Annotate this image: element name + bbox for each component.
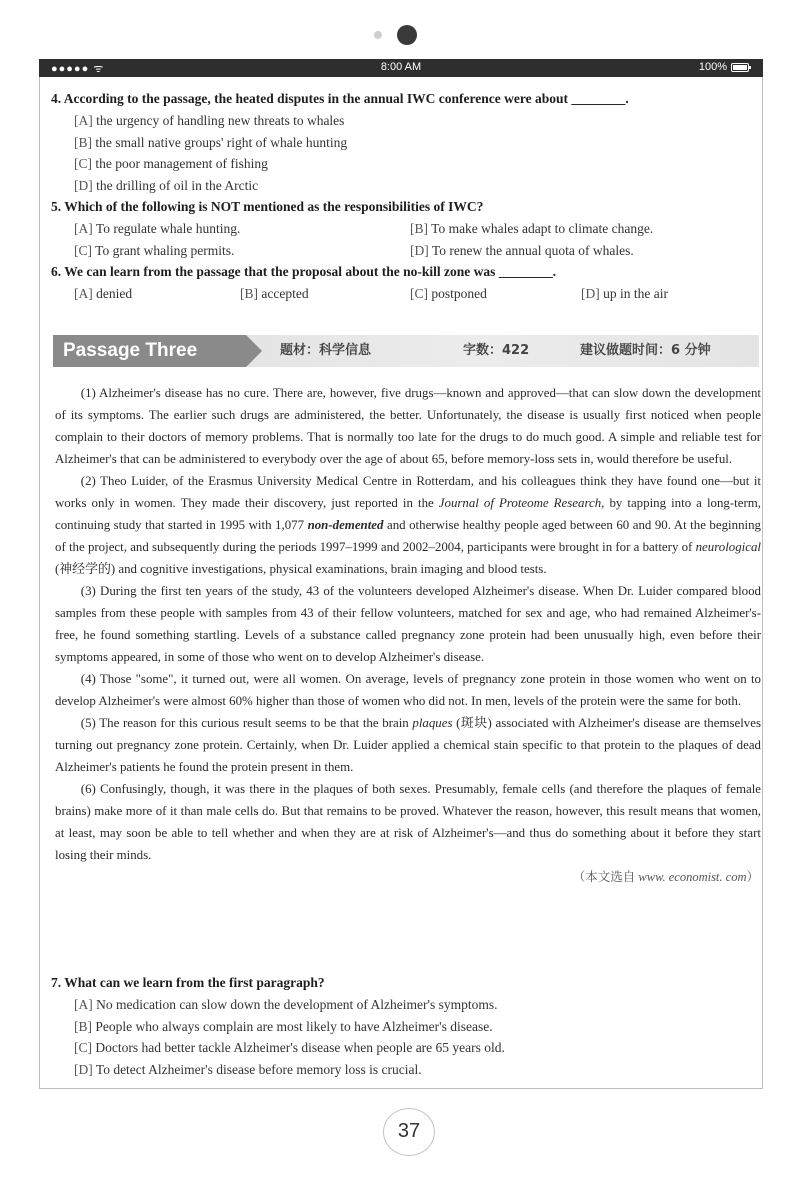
journal-name: Journal of Proteome Research (438, 496, 602, 510)
paragraph-5: (5) The reason for this curious result seems to be that the brain plaques (斑块) associated with Alzheimer's disease are themselves turning out pregnancy zone protein. Certainly, when Dr. Luider applied a chemical stain specific to that protein to the plaques of dead Alzheimer's patients he found the protein present in them. (55, 716, 761, 774)
battery-percent: 100% (698, 61, 727, 73)
paragraph-4: (4) Those "some", it turned out, were all women. On average, levels of pregnancy zone protein in those women who went on to develop Alzheimer's were almost 60% higher than those of women who did not. In men, levels of the protein were the same for both. (55, 672, 761, 708)
q6-option-a[interactable]: [A] denied (74, 286, 133, 301)
q4-option-d[interactable]: [D] the drilling of oil in the Arctic (74, 177, 259, 193)
question-6: 6. We can learn from the passage that the proposal about the no-kill zone was ________. (51, 264, 557, 279)
passage-topic: 题材：科学信息 (280, 343, 372, 358)
q6-option-b[interactable]: [B] accepted (240, 286, 309, 301)
q5-option-d[interactable]: [D] To renew the annual quota of whales. (410, 242, 634, 258)
paragraph-3: (3) During the first ten years of the study, 43 of the volunteers developed Alzheimer's disease. When Dr. Luider compared blood samples from these people with samples from 43 of their fellow volunteers, matched for sex and age, who had remained Alzheimer's-free, he found something startling. Levels of a substance called pregnancy zone protein had been unusually high, even before their symptoms appeared, in some of those who went on to develop Alzheimer's disease. (55, 584, 761, 664)
question-7: 7. What can we learn from the first paragraph? (51, 975, 325, 990)
q4-option-c[interactable]: [C] the poor management of fishing (74, 156, 268, 171)
q4-option-b[interactable]: [B] the small native groups' right of whale hunting (74, 134, 348, 150)
q7-option-c[interactable]: [C] Doctors had better tackle Alzheimer's disease when people are 65 years old. (74, 1040, 505, 1055)
status-time: 8:00 AM (380, 61, 422, 73)
passage-title: Passage Three (53, 335, 246, 367)
passage-banner (53, 335, 759, 367)
battery-icon (731, 63, 749, 72)
source-citation: （本文选自 www. economist. com） (572, 870, 759, 884)
q7-option-a[interactable]: [A] No medication can slow down the development of Alzheimer's symptoms. (74, 997, 498, 1012)
q7-option-b[interactable]: [B] People who always complain are most likely to have Alzheimer's disease. (74, 1018, 493, 1034)
question-5: 5. Which of the following is NOT mentioned as the responsibilities of IWC? (51, 199, 484, 214)
q5-option-a[interactable]: [A] To regulate whale hunting. (74, 221, 241, 236)
keyword-neurological: neurological (695, 540, 761, 554)
question-4: 4. According to the passage, the heated disputes in the annual IWC conference were about ________. (51, 91, 629, 106)
page-number-badge (383, 1108, 435, 1156)
camera-sensor-dot (374, 31, 382, 39)
paragraph-1: (1) Alzheimer's disease has no cure. There are, however, five drugs—known and approved—that can slow down the development of its symptoms. The earlier such drugs are administered, the better. Unfortunately, the disease is usually first noticed when people complain to their doctors of memory problems. That is normally too late for the drugs to do much good. A simple and reliable test for Alzheimer's that can be administered to everybody over the age of about 65, before memory-loss sets in, would therefore be useful. (55, 386, 761, 466)
q5-options-row-1 (51, 218, 763, 240)
keyword-non-demented: non-demented (307, 518, 384, 532)
q6-option-c[interactable]: [C] postponed (410, 286, 487, 301)
banner-arrow-shape (246, 335, 262, 367)
passage-body (55, 382, 761, 888)
question-7-block (51, 972, 763, 1080)
q5-options-row-2 (51, 240, 763, 262)
front-camera-dot (397, 25, 417, 45)
paragraph-6: (6) Confusingly, though, it was there in the plaques of both sexes. Presumably, female cells (and therefore the plaques of female brains) make more of it than male cells do. But that remains to be proved. Whatever the reason, however, this result means that women, at least, may soon be able to tell whether and when they are at risk of Alzheimer's—and thus do something about it before they start losing their minds. (55, 782, 761, 862)
signal-indicator: ●●●●● ᯤ (51, 63, 105, 75)
q6-options-row (51, 283, 763, 305)
keyword-plaques: plaques (412, 716, 453, 730)
q6-option-d[interactable]: [D] up in the air (581, 286, 668, 301)
questions-4-6 (51, 88, 763, 305)
status-bar (39, 59, 763, 77)
q4-option-a[interactable]: [A] the urgency of handling new threats to whales (74, 113, 345, 128)
paragraph-2: (2) Theo Luider, of the Erasmus University Medical Centre in Rotterdam, and his colleagues think they have found one—but it works only in women. They made their discovery, just reported in the Journal of Proteome Research, by tapping into a long-term, continuing study that started in 1995 with 1,077 non-demented and otherwise healthy people aged between 60 and 90. At the beginning of the project, and subsequently during the periods 1997–1999 and 2002–2004, participants were brought in for a battery of neurological (神经学的) and cognitive investigations, physical examinations, brain imaging and blood tests. (55, 474, 761, 576)
battery-status (699, 61, 749, 73)
q5-option-c[interactable]: [C] To grant whaling permits. (74, 242, 235, 258)
passage-suggested-time: 建议做题时间：6 分钟 (580, 343, 711, 358)
q7-option-d[interactable]: [D] To detect Alzheimer's disease before memory loss is crucial. (74, 1061, 422, 1077)
passage-word-count: 字数：422 (463, 343, 530, 358)
q5-option-b[interactable]: [B] To make whales adapt to climate change. (410, 221, 654, 236)
page-number: 37 (397, 1120, 421, 1142)
